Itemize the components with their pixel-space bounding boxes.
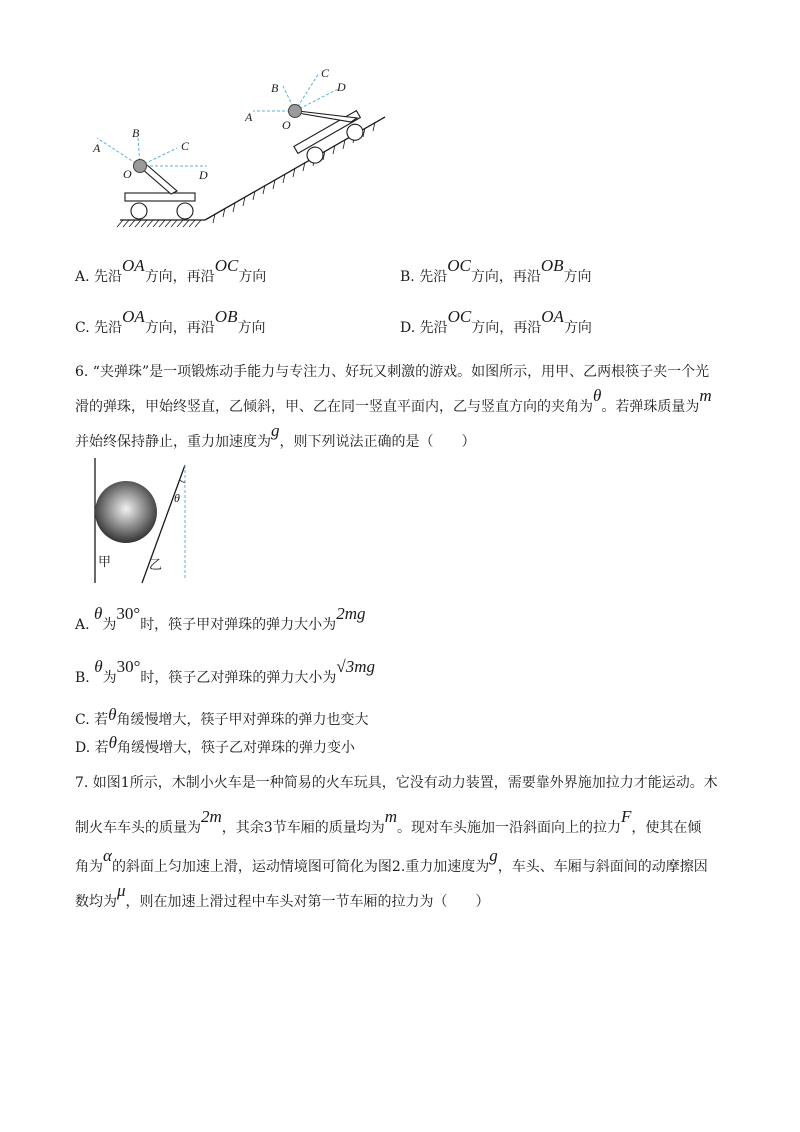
q5-figure xyxy=(85,55,405,235)
q5-option-c[interactable]: C. 先沿OA方向，再沿OB方向 xyxy=(75,307,266,336)
q6-line-2: 滑的弹珠，甲始终竖直，乙倾斜，甲、乙在同一竖直平面内，乙与竖直方向的夹角为θ。若弹珠质量为m xyxy=(75,386,712,415)
q5-option-a[interactable]: A. 先沿OA方向，再沿OC方向 xyxy=(75,256,267,285)
q5-left-label-o: O xyxy=(123,167,132,181)
q7-line-2: 制火车车头的质量为2m，其余3节车厢的质量均为m。现对车头施加一沿斜面向上的拉力F，使其在倾 xyxy=(75,807,702,836)
q5-right-label-d: D xyxy=(337,80,346,94)
q6-jia-label: 甲 xyxy=(98,554,112,569)
q5-right-label-c: C xyxy=(321,66,330,80)
q5-option-b[interactable]: B. 先沿OC方向，再沿OB方向 xyxy=(400,256,592,285)
q6-yi-label: 乙 xyxy=(149,557,163,572)
q6-option-b[interactable]: B. θ为30°时，筷子乙对弹珠的弹力大小为√3mg xyxy=(75,657,375,686)
q7-line-1: 7. 如图1所示，木制小火车是一种简易的火车玩具，它没有动力装置，需要靠外界施加拉力才能运动。木 xyxy=(75,775,718,791)
q7-line-3: 角为α的斜面上匀加速上滑，运动情境图可简化为图2.重力加速度为g，车头、车厢与斜面间的动摩擦因 xyxy=(75,846,708,875)
q5-left-label-c: C xyxy=(181,139,190,153)
q5-left-label-d: D xyxy=(199,168,208,182)
q5-option-d[interactable]: D. 先沿OC方向，再沿OA方向 xyxy=(400,307,592,336)
q6-theta-label: θ xyxy=(174,491,180,505)
q6-option-d[interactable]: D. 若θ角缓慢增大，筷子乙对弹珠的弹力变小 xyxy=(75,733,355,756)
q5-left-label-b: B xyxy=(132,126,140,140)
q6-line-3: 并始终保持静止，重力加速度为g，则下列说法正确的是（ ） xyxy=(75,421,476,450)
q6-stem xyxy=(75,356,735,459)
q5-right-label-b: B xyxy=(271,81,279,95)
marble xyxy=(95,481,157,543)
q5-right-label-a: A xyxy=(245,110,253,124)
q5-right-label-o: O xyxy=(282,118,291,132)
q6-option-a[interactable]: A. θ为30°时，筷子甲对弹珠的弹力大小为2mg xyxy=(75,604,366,633)
q5-left-label-a: A xyxy=(93,141,101,155)
q6-option-c[interactable]: C. 若θ角缓慢增大，筷子甲对弹珠的弹力也变大 xyxy=(75,705,369,728)
q6-line-1: 6. “夹弹珠”是一项锻炼动手能力与专注力、好玩又刺激的游戏。如图所示，用甲、乙两根筷子夹一个光 xyxy=(75,364,710,380)
q6-figure xyxy=(85,455,205,585)
q7-stem xyxy=(75,766,735,919)
q7-line-4: 数均为μ，则在加速上滑过程中车头对第一节车厢的拉力为（ ） xyxy=(75,881,490,910)
